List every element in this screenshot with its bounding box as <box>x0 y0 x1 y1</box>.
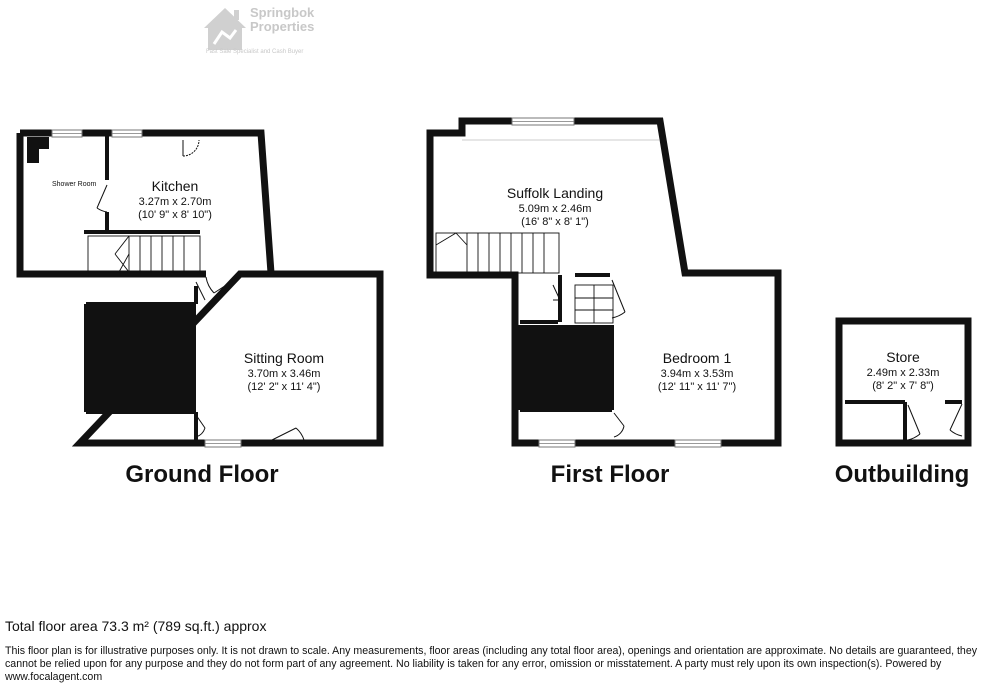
room-dim-bedroom-metric: 3.94m x 3.53m <box>660 368 734 380</box>
first-floor-void <box>518 325 614 410</box>
ground-floor-stairs <box>88 236 200 272</box>
room-dim-kitchen-metric: 3.27m x 2.70m <box>138 196 212 208</box>
ground-floor-void <box>84 304 196 412</box>
room-name-shower-room: Shower Room <box>52 181 97 188</box>
room-name-store: Store <box>886 349 920 365</box>
room-dim-bedroom-imperial: (12' 11" x 11' 7") <box>657 381 737 393</box>
floor-title-first: First Floor <box>550 461 670 488</box>
room-dim-store-imperial: (8' 2" x 7' 8") <box>872 380 934 392</box>
room-dim-sitting-room-imperial: (12' 2" x 11' 4") <box>247 381 321 393</box>
total-floor-area: Total floor area 73.3 m² (789 sq.ft.) approx <box>5 618 267 634</box>
logo-name: Springbok <box>250 5 315 20</box>
room-dim-landing-imperial: (16' 8" x 8' 1") <box>521 216 589 228</box>
room-name-landing: Suffolk Landing <box>506 185 604 201</box>
room-dim-kitchen-imperial: (10' 9" x 8' 10") <box>138 209 212 221</box>
room-dim-sitting-room-metric: 3.70m x 3.46m <box>247 368 321 380</box>
room-name-bedroom-1: Bedroom 1 <box>662 350 732 366</box>
room-name-sitting-room: Sitting Room <box>243 350 325 366</box>
logo-name-2: Properties <box>250 19 315 34</box>
floor-title-outbuilding: Outbuilding <box>834 461 970 488</box>
room-name-kitchen: Kitchen <box>151 178 199 194</box>
logo-tagline: Fast Sale Specialist and Cash Buyer <box>206 49 304 55</box>
floor-title-ground: Ground Floor <box>125 461 279 488</box>
room-dim-store-metric: 2.49m x 2.33m <box>866 367 940 379</box>
disclaimer-text: This floor plan is for illustrative purposes only. It is not drawn to scale. Any measurements, floor areas (including any total floor area), openings and orientation are approximate. No details are guaranteed, they cannot be relied upon for any purpose and they do not form part of any agreement. No liability is taken for any error, omission or misstatement. A party must rely upon its own inspection(s). Powered by www.focalagent.com <box>5 645 978 683</box>
room-dim-landing-metric: 5.09m x 2.46m <box>518 203 592 215</box>
